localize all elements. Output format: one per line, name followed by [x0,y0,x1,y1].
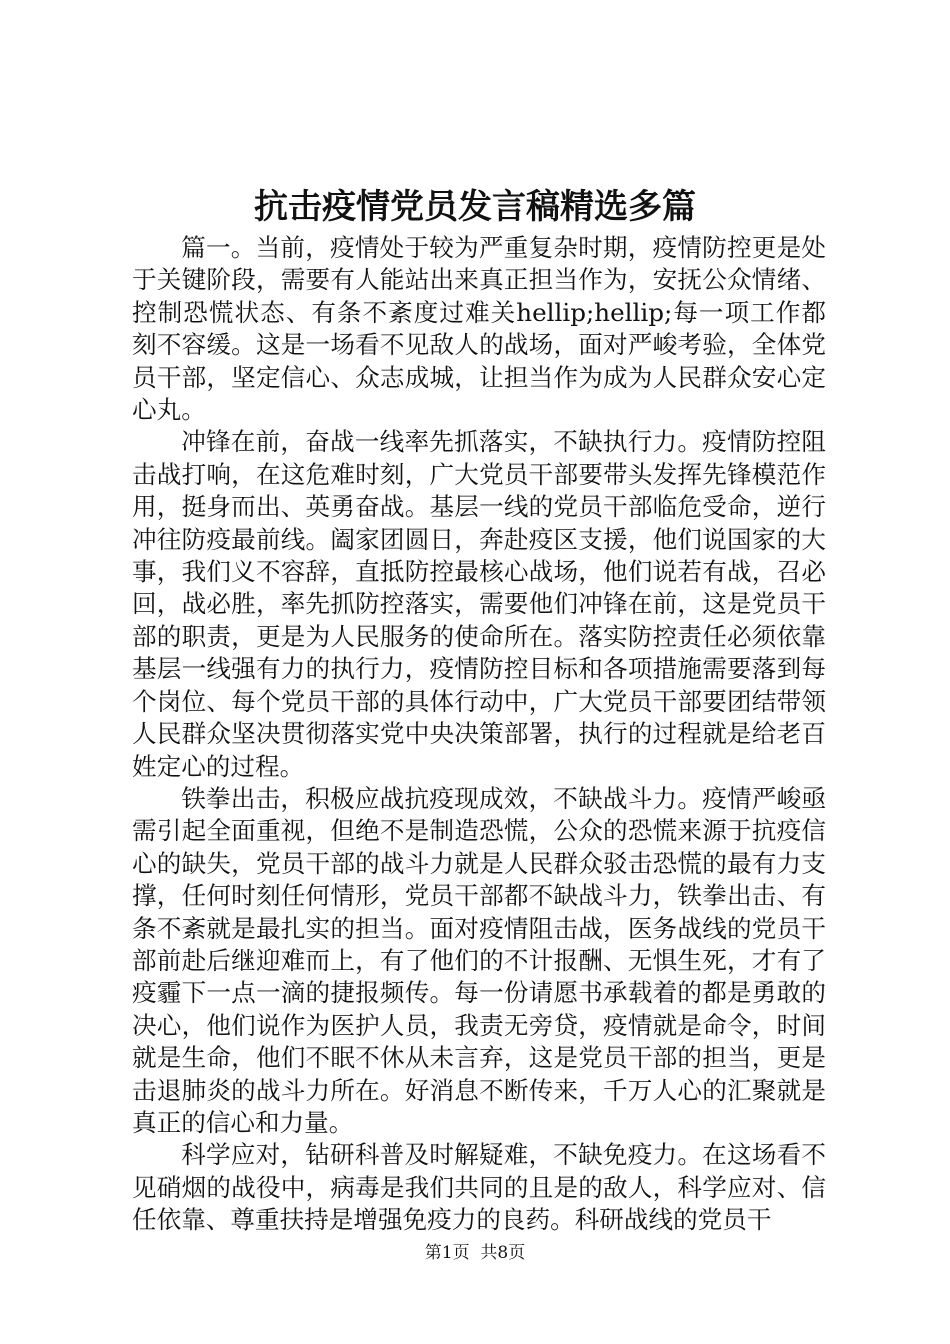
page-footer [0,1241,950,1265]
document-title: 抗击疫情党员发言稿精选多篇 [254,187,696,227]
paragraph-4: 科学应对，钻研科普及时解疑难，不缺免疫力。在这场看不见硝烟的战役中，病毒是我们共同的且是的敌人，科学应对、信任依靠、尊重扶持是增强免疫力的良药。科研战线的党员干 [132,1140,826,1235]
page-total: 共8页 [480,1243,526,1263]
paragraph-3: 铁拳出击，积极应战抗疫现成效，不缺战斗力。疫情严峻亟需引起全面重视，但绝不是制造恐慌，公众的恐慌来源于抗疫信心的缺失，党员干部的战斗力就是人民群众驳击恐慌的最有力支撑，任何时刻任何情形，党员干部都不缺战斗力，铁拳出击、有条不紊就是最扎实的担当。面对疫情阻击战，医务战线的党员干部前赴后继迎难而上，有了他们的不计报酬、无惧生死，才有了疫霾下一点一滴的捷报频传。每一份请愿书承载着的都是勇敢的决心，他们说作为医护人员，我责无旁贷，疫情就是命令，时间就是生命，他们不眠不休从未言弃，这是党员干部的担当，更是击退肺炎的战斗力所在。好消息不断传来，千万人心的汇聚就是真正的信心和力量。 [132,783,826,1137]
paragraph-1: 篇一。当前，疫情处于较为严重复杂时期，疫情防控更是处于关键阶段，需要有人能站出来真正担当作为，安抚公众情绪、控制恐慌状态、有条不紊度过难关hellip;hellip;每一项工作都刻不容缓。这是一场看不见敌人的战场，面对严峻考验，全体党员干部，坚定信心、众志成城，让担当作为成为人民群众安心定心丸。 [132,233,826,425]
paragraph-2: 冲锋在前，奋战一线率先抓落实，不缺执行力。疫情防控阻击战打响，在这危难时刻，广大党员干部要带头发挥先锋模范作用，挺身而出、英勇奋战。基层一线的党员干部临危受命，逆行冲往防疫最前线。阖家团圆日，奔赴疫区支援，他们说国家的大事，我们义不容辞，直抵防控最核心战场，他们说若有战，召必回，战必胜，率先抓防控落实，需要他们冲锋在前，这是党员干部的职责，更是为人民服务的使命所在。落实防控责任必须依靠基层一线强有力的执行力，疫情防控目标和各项措施需要落到每个岗位、每个党员干部的具体行动中，广大党员干部要团结带领人民群众坚决贯彻落实党中央决策部署，执行的过程就是给老百姓定心的过程。 [132,427,826,781]
document-body [132,232,826,1237]
page-number: 第1页 [424,1243,470,1263]
